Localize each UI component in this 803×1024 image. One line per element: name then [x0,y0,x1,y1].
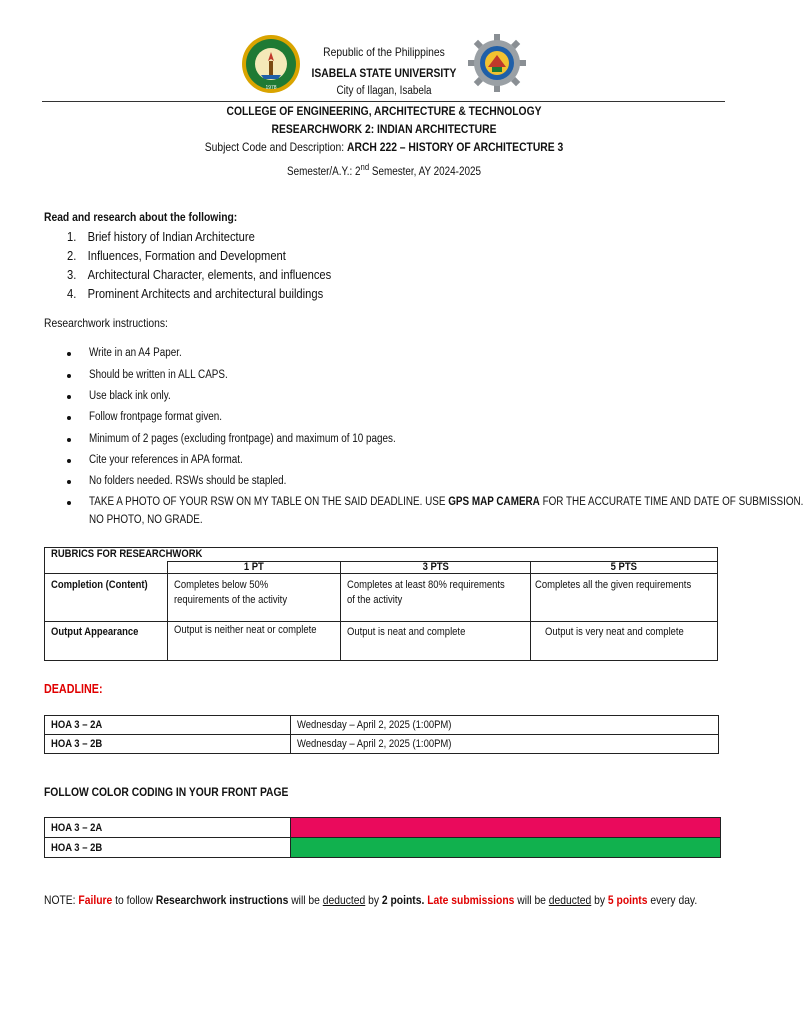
research-item-text: Influences, Formation and Development [87,248,286,263]
color-coding-table [44,817,721,858]
logo-year: 1978 [265,85,277,91]
header-divider [42,101,725,102]
color-swatch-2a [291,818,721,838]
university-name: ISABELA STATE UNIVERSITY [311,66,457,80]
deadline-date-cell [291,716,719,735]
color-section-cell [45,838,291,858]
note-late: Late submissions [427,893,515,907]
color-swatch-2b [291,838,721,858]
rubrics-cell [168,574,341,622]
instruction-item-photo [89,496,803,508]
color-section-cell [45,818,291,838]
deadline-date: Wednesday – April 2, 2025 (1:00PM) [297,738,452,750]
rubrics-cell-text: Completes all the given requirements [535,579,692,591]
research-number: 1. [67,229,77,244]
deadline-section: HOA 3 – 2A [51,719,103,731]
instructions-heading: Researchwork instructions: [44,316,168,330]
note-points-5: 5 points [607,893,648,907]
deadline-section-cell [45,735,291,754]
rubrics-row-completion [45,574,718,622]
research-heading: Read and research about the following: [44,210,238,224]
rubrics-title-row [45,548,718,562]
college-gear-logo [468,34,526,92]
rubrics-header-label: 3 PTS [422,561,449,573]
city-text: City of Ilagan, Isabela [336,85,432,97]
deadline-date-cell [291,735,719,754]
gps-map-camera: GPS MAP CAMERA [448,496,540,508]
bullet-icon [67,352,71,356]
instruction-item: Should be written in ALL CAPS. [89,369,228,381]
color-section: HOA 3 – 2B [51,841,103,854]
bullet-icon [67,374,71,378]
instruction-item: Write in an A4 Paper. [89,347,182,359]
semester-rest: Semester, AY 2024-2025 [369,165,481,178]
rubrics-table [44,547,718,661]
rubrics-cell-text: Output is very neat and complete [545,626,685,638]
research-item-text: Brief history of Indian Architecture [87,229,255,244]
rubrics-header [531,562,718,574]
photo-text-before: TAKE A PHOTO OF YOUR RSW ON MY TABLE ON THE SAID DEADLINE. USE [89,496,449,508]
note-text: every day. [647,893,698,907]
note-text: to follow [112,893,156,907]
subject-label: Subject Code and Description: [204,140,348,154]
note-line [44,893,697,907]
note-failure: Failure [78,893,113,907]
note-deducted: deducted [322,893,366,907]
rubrics-cell [340,574,530,622]
bullet-icon [67,395,71,399]
rubrics-title: RUBRICS FOR RESEARCHWORK [51,548,203,560]
deadline-section: HOA 3 – 2B [51,738,103,750]
rubrics-cell [340,622,530,661]
research-item [67,248,286,263]
deadline-date: Wednesday – April 2, 2025 (1:00PM) [297,719,452,731]
color-row [45,838,721,858]
note-text: will be [288,893,323,907]
semester-label: Semester/A.Y.: 2 [287,165,361,178]
deadline-table [44,715,719,754]
work-title: RESEARCHWORK 2: INDIAN ARCHITECTURE [271,122,497,136]
research-number: 3. [67,267,77,282]
instruction-item: No folders needed. RSWs should be stapled. [89,475,287,487]
bullet-icon [67,501,71,505]
rubrics-header [340,562,530,574]
rubrics-cell-text: Output is neither neat or complete [174,624,317,636]
color-coding-heading: FOLLOW COLOR CODING IN YOUR FRONT PAGE [44,785,289,799]
color-row [45,818,721,838]
deadline-label: DEADLINE: [44,682,103,696]
rubrics-header-empty [45,562,168,574]
rubrics-cell-text: requirements of the activity [174,594,288,606]
research-number: 2. [67,248,77,263]
research-item-text: Architectural Character, elements, and influences [87,267,332,282]
rubrics-criterion-cell [45,574,168,622]
research-item [67,267,331,282]
rubrics-cell-text: Completes at least 80% requirements [346,579,505,591]
photo-text-after: FOR THE ACCURATE TIME AND DATE OF SUBMISSION. [539,496,803,508]
subject-line [169,140,599,154]
rubrics-header [168,562,341,574]
deadline-row [45,716,719,735]
research-item [67,286,323,301]
instruction-item: Use black ink only. [89,390,171,402]
deadline-section-cell [45,716,291,735]
note-text: will be [514,893,549,907]
note-text: by [365,893,382,907]
rubrics-criterion-cell [45,622,168,661]
research-item-text: Prominent Architects and architectural buildings [87,286,324,301]
rubrics-cell-text: Output is neat and complete [346,626,466,638]
bullet-icon [67,438,71,442]
rubrics-cell [531,574,718,622]
rubrics-criterion: Completion (Content) [51,579,148,591]
instruction-item: Minimum of 2 pages (excluding frontpage) and maximum of 10 pages. [89,433,396,445]
research-item [67,229,255,244]
rubrics-cell [168,622,341,661]
research-number: 4. [67,286,77,301]
bullet-icon [67,416,71,420]
deadline-row [45,735,719,754]
note-deducted: deducted [548,893,592,907]
no-photo-no-grade: NO PHOTO, NO GRADE. [89,514,203,526]
rubrics-header-row [45,562,718,574]
note-instructions: Researchwork instructions [155,893,289,907]
instruction-item: Follow frontpage format given. [89,411,223,423]
republic-text: Republic of the Philippines [323,45,445,59]
rubrics-cell-text: of the activity [346,594,403,606]
bullet-icon [67,480,71,484]
rubrics-criterion: Output Appearance [51,626,139,638]
rubrics-cell [531,622,718,661]
rubrics-row-appearance [45,622,718,661]
semester-sup: nd [360,162,370,172]
subject-value: ARCH 222 – HISTORY OF ARCHITECTURE 3 [347,140,564,154]
rubrics-header-label: 1 PT [244,561,265,573]
bullet-icon [67,459,71,463]
instruction-item: Cite your references in APA format. [89,454,243,466]
rubrics-cell-text: Completes below 50% [174,579,269,591]
semester-line [169,162,599,178]
note-text: NOTE: [44,893,79,907]
college-name: COLLEGE OF ENGINEERING, ARCHITECTURE & TECHNOLOGY [226,104,542,118]
note-text: by [591,893,608,907]
color-section: HOA 3 – 2A [51,821,103,834]
rubrics-header-label: 5 PTS [611,561,638,573]
note-points-2: 2 points. [381,893,425,907]
